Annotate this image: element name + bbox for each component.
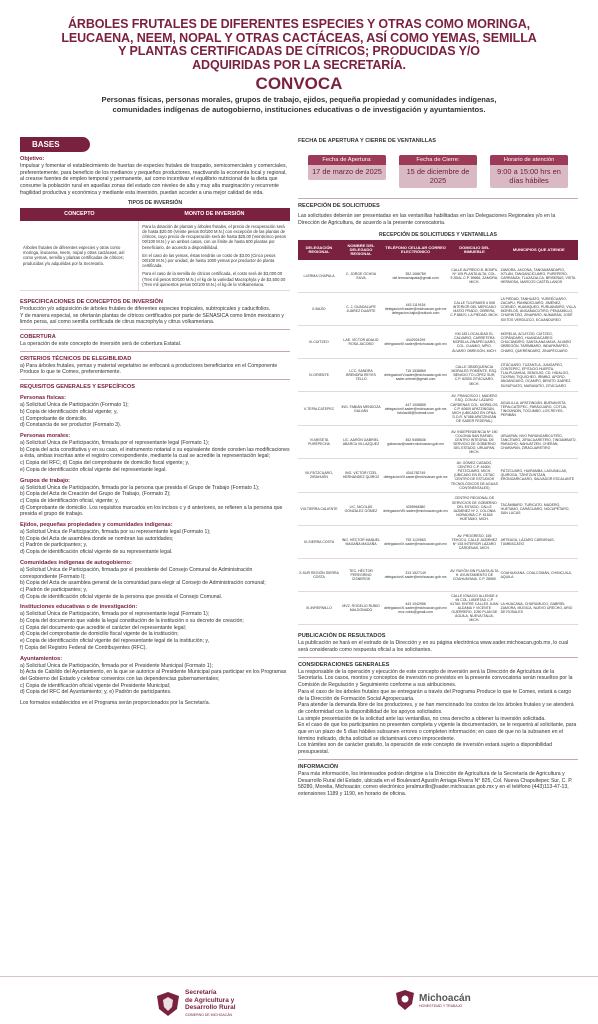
list-item: a) Solicitud Única de Participación, firmada por su representante legal (Formato 1); — [20, 529, 211, 536]
contacto-cell: 447 1008855 delegacionV.sader@michoacan.gob.mx fotolaz48@hotmail.com — [382, 392, 449, 426]
dates-row — [308, 155, 568, 188]
list-item: b) Copia de identificación oficial vigente; y, — [20, 408, 118, 415]
list-item: c) Copia de identificación oficial vigente del Presidente Municipal; — [20, 682, 171, 689]
informacion-text: Para más información, los interesados podrán dirigirse a la Dirección de Agricultura de la Secretaría de Agricultura y Desarrollo Rural del Estado, ubicada en el Boulevard Agustín Arriaga Rivera N° 825, Col. Nueva Chapultepec Sur, C. P. 58280, Morelia, Michoacán; correo electrónico jeralmurillo@sader.michoacan.gob.mx y en el teléfono (443)113-47-13, extensiones 1189 y 1190, en horario de oficina. — [298, 770, 573, 797]
delegacion-cell: X-SUR REGIÓN SIERRA COSTA — [298, 558, 340, 591]
page-header — [20, 18, 578, 114]
municipios-cell: COAHUAYANA, COALCOMÁN, CHINICUILA, AQUILA — [500, 558, 578, 591]
table-row — [20, 221, 290, 291]
requisito-group-items — [20, 663, 290, 697]
contacto-cell: 313 1527149 delegacionX.sader@michoacan.gob.mx — [382, 558, 449, 591]
divider — [20, 329, 290, 330]
domicilio-cell: AV. RAYÓN SIN PLANTA ALTA H. AYUNTAMIENTO DE COAHUAYANA, C.P. 28960 — [449, 558, 499, 591]
delegacion-cell: VI-MESETA PURÉPECHA — [298, 426, 340, 459]
recepcion-heading: RECEPCIÓN DE SOLICITUDES — [298, 203, 380, 210]
list-item: a) Solicitud Única de Participación, firmada por el representante legal (Formato 1); — [20, 611, 210, 618]
contacto-cell: 715 1538869 delegacionIV.sader@michoacan.gob.mx sader.oriente@gmail.com — [382, 359, 449, 392]
date-label: Horario de atención — [490, 155, 568, 165]
sader-line: de Agricultura y — [185, 996, 235, 1004]
contacto-cell: 452 5458636 gabarcav@sader.michoacan.gob.mx — [382, 426, 449, 459]
sader-logo — [155, 989, 236, 1019]
domicilio-cell: CENTRO REGIONAL DE SERVICIOS DE GOBIERNO DEL ESTADO, CALLE JAZMÍNEZ Nº 2, COLONIA NORADINA C.P. 61545 HUETAMO, MICH. — [449, 492, 499, 525]
delegado-cell: ING. HÉCTOR MANUEL MAGAÑA MAGAÑA — [340, 525, 382, 558]
especificaciones-paragraph: Y de manera especial, se ofertarán plantas de cítricos certificados por parte de SENASICA como limón mexicano y limón persa, así como semilla certificada de citrus macrophyla y citrus volkameriana. — [20, 312, 285, 326]
delegado-cell: TEC. HÉCTOR PEREGRINO CISNEROS — [340, 558, 382, 591]
requisito-group-items — [20, 485, 290, 519]
table-row — [298, 525, 578, 558]
requisito-group-items — [20, 440, 290, 474]
delegado-cell: ING. FABIÁN MENDOZA GALVÁN — [340, 392, 382, 426]
criterios-text: a) Para árboles frutales, yemas y material vegetativo se enfocará a productores beneficiarios en el Componente Produce lo que te Comes, preferentemente. — [20, 362, 278, 376]
delegacion-cell: II-BAJÍO — [298, 293, 340, 326]
list-item: b) Copia del Acta de asamblea donde se nombran las autoridades; — [20, 535, 174, 542]
table-header: DELEGACIÓN REGIONAL — [298, 240, 340, 260]
fecha-heading: FECHA DE APERTURA Y CIERRE DE VENTANILLAS — [298, 138, 436, 144]
list-item: f) Copia del Registro Federal de Contribuyentes (RFC). — [20, 644, 147, 651]
list-item: En el caso de que los participantes no presenten completa y vigente la documentación, se le requerirá al solicitante, para que en un plazo de 5 días hábiles subsanen errores o completen información; en caso de que no la subsanen en el término indicado, dicha solicitud se dictaminará como improcedente. — [298, 722, 577, 742]
horario-card — [490, 155, 568, 188]
left-column — [20, 134, 290, 707]
table-row — [298, 492, 578, 525]
divider — [298, 198, 578, 199]
title-line: Y PLANTAS CERTIFICADAS DE CÍTRICOS; PRODUCIDAS Y/O — [118, 44, 480, 58]
delegado-cell: C. J. GUADALUPE JUÁREZ DUARTE — [340, 293, 382, 326]
delegacion-cell: IX-SIERRA COSTA — [298, 525, 340, 558]
table-row — [298, 392, 578, 426]
date-label: Fecha de Cierre: — [399, 155, 477, 165]
delegado-cell: LAE. VÍCTOR ADALID ROSA JACOBO — [340, 326, 382, 359]
requisito-group-heading: Ayuntamientos: — [20, 655, 63, 662]
date-value: 15 de diciembre de 2025 — [399, 165, 477, 188]
delegacion-cell: XI-INFIERNILLO — [298, 591, 340, 625]
municipios-cell: ARTEAGA, LÁZARO CÁRDENAS, TUMBISCATÍO — [500, 525, 578, 558]
tipos-inversion-title: TIPOS DE INVERSIÓN — [127, 199, 183, 206]
list-item: La simple presentación de la solicitud ante las ventanillas, no crea derecho a obtener la inversión solicitada. — [298, 715, 546, 722]
list-item: La responsable de la operación y ejecución de este concepto de inversión será la Dirección de Agricultura de la Secretaría. Los casos, montos y conceptos de inversión no previstos en la presente convocatoria serán resueltos por la Comisión de Regulación y Seguimiento conforme a sus atribuciones. — [298, 668, 573, 689]
domicilio-cell: AV. FRANCISCO I. MADERO ESQ. CON AV. LÁZARO CÁRDENAS COL. MORELOS, C.P. 60600 APATZINGÁN, MICH (UBICADO EN OFNA. D.D.R. N°088 APATZINGÁN DE SADER FEDERAL) — [449, 392, 499, 426]
title-line: ADQUIRIDAS POR LA SECRETARÍA. — [192, 57, 406, 72]
municipios-cell: ZAMORA, JACONA, TANGAMANDAPIO, IXTLÁN, TANGANCÍCUARO, PUREPERO, CARRANZA, TLAZAZALCA, BRISEÑAS, VISTA HERMOSA, MARCOS CASTELLANOS — [500, 260, 578, 293]
table-header: MUNICIPIOS QUE ATIENDE — [500, 240, 578, 260]
list-item: c) Padrón de participantes; y, — [20, 586, 88, 593]
table-header: DOMICILIO DEL INMUEBLE — [449, 240, 499, 260]
title-line: LEUCAENA, NEEM, NOPAL Y OTRAS CACTÁCEAS, ASÍ COMO YEMAS, SEMILLA — [61, 30, 537, 45]
domicilio-cell: CALLE OBSEQUENCIA MORALES POMENTE, ESQ. BENICIO TO LÓPEZ SUR, C.P. 62500 ZITÁCUARO, MICH. — [449, 359, 499, 392]
subtitle-line: Personas físicas, personas morales, grupos de trabajo, ejidos, pequeña propiedad y comunidades indígenas, — [101, 95, 497, 104]
list-item: d) Constancia de ser productor (Formato 3). — [20, 422, 122, 429]
delegado-cell: MVZ. ROGELIO RUBIO MALDONADO — [340, 591, 382, 625]
delegacion-cell: IV-ORIENTE — [298, 359, 340, 392]
contacto-cell: 4442924299 delegacionIII.sader@michoacan.gob.mx — [382, 326, 449, 359]
domicilio-cell: AV. INDEPENDENCIA Nº 150 COLONIA SAN RAFAEL CENTRO INTEGRAL DE SERVICIO DE GOBIERNO DEL ESTADO, URUAPAN, MICH. — [449, 426, 499, 459]
requisito-group-items — [20, 402, 290, 429]
list-item: a) Solicitud Única de Participación, firmada por la persona que presida el Grupo de Trabajo (Formato 1); — [20, 484, 260, 491]
fecha-apertura-card — [308, 155, 386, 188]
list-item: b) Copia del Acta de asamblea general de la comunidad para elegir al Consejo de Administración comunal; — [20, 580, 266, 587]
contacto-cell: 352.1066789 del.lermachapala@gmail.com — [382, 260, 449, 293]
list-item: b) Copia del documento que valide la legal constitución de la institución o su decreto de creación; — [20, 618, 244, 625]
contacto-cell: 443 1042956 delegacionXI.sader@michoacan.gob.mx mvz.rubio@gmail.com — [382, 591, 449, 625]
delegacion-cell: VIII-TIERRA CALIENTE — [298, 492, 340, 525]
list-item: d) Copia del comprobante de domicilio fiscal vigente de la institución; — [20, 631, 179, 638]
delegacion-cell: III-CUITZEO — [298, 326, 340, 359]
requisito-group-heading: Comunidades indígenas de autogobierno: — [20, 559, 132, 566]
publicacion-heading: PUBLICACIÓN DE RESULTADOS — [298, 633, 386, 640]
ventanillas-table — [298, 240, 578, 626]
table-row — [298, 260, 578, 293]
consideraciones-list — [298, 669, 578, 756]
page-subtitle — [20, 95, 578, 114]
list-item: d) Copia del RFC del Ayuntamiento; y, e) Padrón de participantes. — [20, 689, 172, 696]
page-footer — [0, 976, 598, 1024]
sader-line: Secretaría — [185, 989, 217, 996]
municipios-cell: AGUILILLA, APATZINGÁN, BUENAVISTA, TEPALCATEPEC, PARÁCUARO, COTIJA, TINGÜINDÍN, TOCUMBO, LOS REYES, PERIBÁN — [500, 392, 578, 426]
list-item: a) Solicitud Única de Participación, firmada por el Presidente Municipal (Formato 1); — [20, 662, 213, 669]
table-row — [298, 558, 578, 591]
list-item: c) Padrón de participantes; y, — [20, 542, 88, 549]
cobertura-heading: COBERTURA — [20, 334, 56, 341]
ventanillas-rows — [298, 260, 578, 625]
table-row — [298, 426, 578, 459]
table-row — [298, 359, 578, 392]
list-item: Para atender la demanda libre de los productores, y se han mencionado los costos de los árboles frutales y se atenderá de conformidad con la disponibilidad de los apoyos solicitados. — [298, 702, 574, 715]
municipios-cell: LA HUACANA, CHURUMUCO, GABRIEL ZAMORA, MÚGICA, NUEVO URECHO, ARIO DE ROSALES — [500, 591, 578, 625]
municipios-cell: LA PIEDAD, TANHUATO, YUREÉCUARO, ZACAPU, PANINDÍCUARO, JIMÉNEZ, COENEO, HUANIQUEO, PURUÁNDIRO, VILLA MORELOS, ANGAMACUTIRO, PENJAMILLO, CHURINTZIO, ZINAPARO, NUMARÁN, JOSÉ SIXTOS VERDUZCO, ECUANDUREO — [500, 293, 578, 326]
delegacion-cell: V-TEPALCATEPEC — [298, 392, 340, 426]
list-item: d) Comprobante de domicilio. Los requisitos marcados en los incisos c y d anteriores, se refieren a la persona que presida el grupo de trabajo. — [20, 504, 283, 518]
municipios-cell: ZITÁCUARO, TUZANTLA, JUNGAPEO, CONTEPEC, EPITACIO HUERTA, TLALPUJAHUA, SENGUIO, CD. HIDALGO, TUXPAN, TIQUICHEO, IRIMBO, APORO, ANGANGUEO, OCAMPO, BENITO JUÁREZ, SUSUPUATO, MARAVATÍO, ZITÁCUARO — [500, 359, 578, 392]
ventanillas-title: RECEPCIÓN DE SOLICITUDES Y VENTANILLAS — [379, 231, 497, 238]
objetivo-text: Impulsar y fomentar el establecimiento de huertas de especies frutales de traspatio, semicomerciales y comerciales, preferentemente, para beneficio de los medianos y pequeños productores, reactivando la economía local y regional, al crearse fuentes de empleo temporal y permanente, así como incentivar el equilibrio nutricional de la dieta que consume la población rural en aquellas zonas del estado con niveles de alta y muy alta marginación y recurrente fragilidad productiva y económica y mediante esta inversión, puedan acceder a una mejor calidad de vida. — [20, 163, 287, 196]
table-header: NOMBRE DEL DELEGADO REGIONAL — [340, 240, 382, 260]
delegado-cell: C. JORGE OCHOA SILVA — [340, 260, 382, 293]
recepcion-text: Las solicitudes deberán ser presentadas en las ventanillas habilitadas en las Delegaciones Regionales y/o en la Dirección de Agricultura, de acuerdo a la presente convocatoria. — [298, 213, 556, 226]
table-row — [298, 591, 578, 625]
list-item: e) Copia de identificación oficial vigente del representante legal. — [20, 466, 167, 473]
delegado-cell: LIC. AARÓN GABRIEL ABARCA VILLAZQUEZ — [340, 426, 382, 459]
list-item: a) Solicitud Única de Participación (Formato 1); — [20, 402, 129, 409]
requisito-group-heading: Personas físicas: — [20, 395, 67, 402]
list-item: a) Solicitud Única de Participación, firmada por el representante legal (Formato 1); — [20, 439, 210, 446]
requisitos-groups — [20, 395, 290, 696]
requisito-group-heading: Grupos de trabajo: — [20, 477, 71, 484]
publicacion-text: La publicación se hará en el estrado de la Dirección y en su página electrónica www.sader.michoacan.gob.mx, lo cual será considerado como respuesta oficial a los solicitantes. — [298, 640, 569, 654]
monto-paragraph: Para la dotación de plantas y árboles frutales, el precio de recuperación será de hasta $20.00 (Veinte pesos 00/100 M.N.) con excepción de las plantas de cítricos, cuyo precio de recuperación será de hasta $25.00 (Veinticinco pesos 00/100 M.N.) y un ambos casos, con un límite de hasta 500 plantas por beneficiario, de acuerdo a disponibilidad. — [142, 223, 286, 250]
divider — [298, 657, 578, 658]
delegacion-cell: VII-PÁTZCUARO-ZIRAHUÉN — [298, 459, 340, 493]
divider — [20, 379, 290, 380]
divider — [20, 351, 290, 352]
divider — [298, 759, 578, 760]
contacto-cell: 4341782749 delegacionVII.sader@michoacan.gob.mx — [382, 459, 449, 493]
requisito-group-heading: Ejidos, pequeñas propiedades y comunidades indígenas: — [20, 522, 173, 529]
informacion-heading: INFORMACIÓN — [298, 763, 339, 770]
especificaciones-text — [20, 306, 290, 326]
municipios-cell: MORELIA, ACUITZIO, CUITZEO, COPÁNDARO, HUANDACAREO, CHUCÁNDIRO, SANTA ANA MAYA, ÁLVARO OBREGÓN, TARÍMBARO, INDAPARAPEO, CHARO, QUERÉNDARO, ZINAPÉCUARO — [500, 326, 578, 359]
list-item: c) Comprobante de domicilio. — [20, 415, 88, 422]
contacto-cell: 443 1119154 delegacionII.sader@michoacan.gob.mx delegacion.bajio@outlook.com — [382, 293, 449, 326]
table-header: MONTO DE INVERSIÓN — [139, 208, 290, 221]
sader-shield-icon — [155, 991, 181, 1017]
list-item: c) Copia del RFC; d) Copia del comprobante de domicilio fiscal vigente; y, — [20, 460, 190, 467]
contacto-cell: 753 1120563 delegacionIX.sader@michoacan.gob.mx — [382, 525, 449, 558]
sader-name — [185, 989, 236, 1019]
michoacan-logo — [395, 989, 471, 1011]
list-item: b) Copia del acta constitutiva y en su caso, el instrumento notarial o su equivalente donde consten las modificaciones a ésta, ambas inscritas ante el registro correspondiente, mediante la cual se acredite la representación legal; — [20, 446, 290, 460]
date-value: 17 de marzo de 2025 — [308, 165, 386, 180]
list-item: a) Solicitud Única de Participación, firmada por el presidente del Consejo Comunal de Administración correspondiente (Formato I); — [20, 566, 253, 580]
michoacan-sub: HONESTIDAD Y TRABAJO — [419, 1003, 463, 1008]
michoacan-name: Michoacán — [419, 992, 471, 1004]
list-item: b) Acta de Cabildo del Ayuntamiento, en la que se autorice al Presidente Municipal para participar en los Programas del Gobierno del Estado y celebrar convenios con las dependencias gubernamentales; — [20, 669, 287, 682]
requisitos-heading: REQUISITOS GENERALES Y ESPECÍFICOS — [20, 384, 136, 391]
delegado-cell: ING. VÍCTOR ITZEL HERNÁNDEZ QUIROZ — [340, 459, 382, 493]
concepto-cell: Árboles frutales de diferentes especies y otras como moringa, leucaena, neem, nopal y otras cactáceas, así como yemas, semilla y plantas certificadas de cítricos; producidas y/o adquiridas por la Secretaría. — [20, 221, 139, 291]
date-value: 9:00 a 15:00 hrs en días hábiles — [490, 165, 568, 188]
especificaciones-paragraph: Producción y/o adquisición de árboles frutales de diferentes especies tropicales, subtropicales y caducifolios. — [20, 305, 271, 312]
domicilio-cell: AV. PROGRESO, 155 TEKOCU, CALLE JAZMÍNEZ Nº 153 INTERIOR LÁZARO CÁRDENAS, MICH. — [449, 525, 499, 558]
monto-paragraph: En el caso de las yemas, éstas tendrán un costo de $3.00 (Cinco pesos 00/100 M.N.) por unidad, de hasta 1000 yemas por productor de planta certificada. — [142, 252, 276, 269]
requisito-group-items — [20, 611, 290, 651]
michoacan-text — [419, 993, 471, 1008]
delegado-cell: LIC. NICOLÁS GONZÁLEZ GÓMEZ — [340, 492, 382, 525]
criterios-heading: CRITERIOS TÉCNICOS DE ELEGIBILIDAD — [20, 355, 132, 362]
tipos-inversion-table — [20, 208, 290, 291]
domicilio-cell: CALLE TULIPANES # 508 INTERIOR DEL MERCADO MATÍO PRADO, OBRERA, C.P.58670, LA PIEDAD, MICH. — [449, 293, 499, 326]
list-item: e) Copia de identificación oficial vigente del representante legal de la institución; y, — [20, 638, 210, 645]
domicilio-cell: AV. GÓMEZ CASADO, CENTRO C.P. 61600, PÁTZCUARO, MICH. (UBICADO EN EL CETAC CENTRO DE ESTUDIOS TECNOLÓGICOS DE AGUAS CONTINENTALES) — [449, 459, 499, 493]
list-item: d) Copia de identificación oficial vigente de la persona que presida el Consejo Comunal. — [20, 593, 223, 600]
closing-text: Los formatos establecidos en el Programa serán proporcionados por la Secretaría. — [20, 700, 211, 707]
michoacan-emblem-icon — [395, 989, 415, 1011]
subtitle-line: comunidades indígenas de autogobierno, instituciones educativas o de investigación y ayuntamientos. — [112, 104, 486, 114]
monto-paragraph: Para el caso de la semilla de cítricos certificada, el costo será de $3,000.00 (Tres mil pesos 00/100 M.N.) el kg de la variedad Macrophyla y de $3,500.00 (Tres mil quinientos pesos 00/100 M.N.) el kg de la Volkameriana. — [142, 271, 286, 287]
contacto-cell: 4355964880 delegacionVIII.sader@michoacan.gob.mx — [382, 492, 449, 525]
bases-label: BASES — [20, 137, 90, 152]
table-row — [298, 326, 578, 359]
requisito-group-items — [20, 529, 290, 556]
monto-cell — [139, 221, 290, 291]
especificaciones-heading: ESPECIFICACIONES DE CONCEPTOS DE INVERSIÓN — [20, 298, 163, 305]
delegacion-cell: I-LERMA CHAPALA — [298, 260, 340, 293]
consideraciones-heading: CONSIDERACIONES GENERALES — [298, 661, 390, 668]
municipios-cell: TACÁMBARO, TURICATO, MADERO, HUETAMO, CARÁCUARO, NOCUPÉTARO, SAN LUCAS — [500, 492, 578, 525]
sader-sub: GOBIERNO DE MICHOACÁN — [185, 1012, 233, 1017]
fecha-cierre-card — [399, 155, 477, 188]
list-item: Para el caso de los árboles frutales que se entregarán a través del Programa Produce lo que te Comes, estará a cargo de la Dirección de Formación Social Agropecuaria. — [298, 688, 572, 702]
list-item: c) Copia de identificación oficial, vigente; y, — [20, 497, 119, 504]
list-item: c) Copia del documento que acredite el carácter del representante legal; — [20, 624, 187, 631]
municipios-cell: PÁTZCUARO, HUIRAMBA, LAGUNILLAS, QUIROGA, TZINTZUNTZAN, ERONGARÍCUARO, SALVADOR ESCALANTE — [500, 459, 578, 493]
list-item: b) Copia del Acta de Creación del Grupo de Trabajo, (Formato 2); — [20, 491, 171, 498]
table-header: CONCEPTO — [20, 208, 139, 221]
table-row — [298, 459, 578, 493]
requisito-group-heading: Instituciones educativas o de investigación: — [20, 604, 138, 611]
page-title — [20, 18, 578, 72]
delegado-cell: LCC. SANDRA BRENDRA REYES TELLO — [340, 359, 382, 392]
sader-line: Desarrollo Rural — [185, 1004, 236, 1012]
table-row — [298, 293, 578, 326]
list-item: Los trámites son de carácter gratuito, la operación de este concepto de inversión estará sujeto a disponibilidad presupuestal. — [298, 742, 553, 756]
domicilio-cell: CALLE ALFREDO B. BONFIL Nº 105 PLANTA ALTA, COL. EJIDAL C.P. 59666, ZAMORA, MICH. — [449, 260, 499, 293]
date-label: Fecha de Apertura: — [308, 155, 386, 165]
right-column — [298, 134, 578, 798]
domicilio-cell: CALLE IGNACIO ALLENDE # 95 COL. LIBERTAD C.P. 61760. ENTRE CALLES JUAN ALDAMA Y VICENTE GUERRERO, 1050 PLAN DE ÁGUILA, NUEVA ITALIA, MICH. — [449, 591, 499, 625]
objetivo-heading: Objetivo: — [20, 156, 45, 162]
cobertura-text: La operación de este concepto de inversión será de cobertura Estatal. — [20, 341, 182, 348]
municipios-cell: URUAPAN, NVO PARANGARICUTIRO, TANCÍTARO, ZIRACUARETIRO, TINGAMBATO, PARACHO, NAHUATZEN, CHERÁN, CHARAPAN, ZIRACUARETIRO — [500, 426, 578, 459]
list-item: d) Copia de identificación oficial vigente de su representante legal. — [20, 549, 173, 556]
domicilio-cell: KM 183 LOCALIDAD EL CALVARIO, CARRETERA MORELIA-ZINAPÉCUARO, COL. CUAMIO, MPIO. ÁLVARO OBREGÓN, MICH. — [449, 326, 499, 359]
requisito-group-heading: Personas morales: — [20, 432, 71, 439]
table-header: TELÉFONO CELULAR CORREO ELECTRÓNICO — [382, 240, 449, 260]
convoca-heading: CONVOCA — [255, 74, 343, 93]
requisito-group-items — [20, 567, 290, 601]
title-line: ÁRBOLES FRUTALES DE DIFERENTES ESPECIES Y OTRAS COMO MORINGA, — [67, 17, 530, 31]
